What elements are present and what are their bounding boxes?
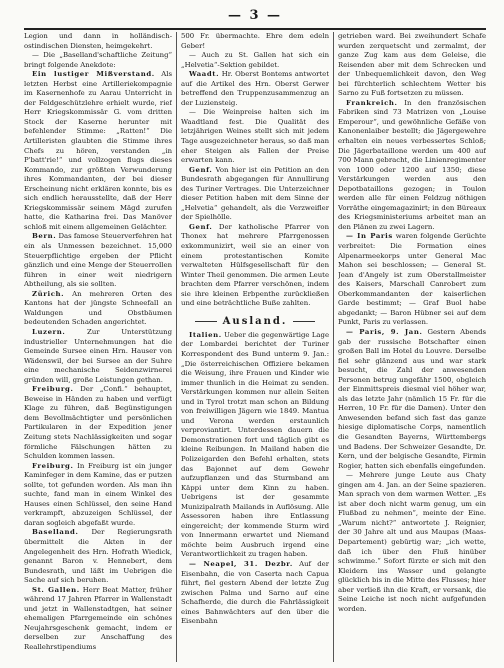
article-paragraph xyxy=(24,32,172,51)
article-dateline: Luzern. xyxy=(32,327,66,336)
column-rule xyxy=(176,32,177,662)
article-text: getrieben ward. Bei zweihundert Schafe wurden zerquetscht und zermalmt, der ganze Zug kam aus dem Geleise, die Reisenden aber mit dem Schrecken und der Unbequemlichkeit davon, den Weg bei fürchterlich schlechtem Wetter bis Sarno zu Fuß fortsetzen zu müssen. xyxy=(338,32,487,98)
column-1 xyxy=(24,32,172,662)
article-paragraph xyxy=(24,528,172,585)
article-dateline: Freiburg. xyxy=(32,461,74,470)
article-dateline: — Paris, 9. Jan. xyxy=(346,327,423,336)
article-text: Gestern Abends gab der russische Botschafter einen großen Ball im Hotel du Louvre. Derselbe fiel sehr glänzend aus und war stark besucht, die Zahl der anwesenden Personen betrug ungefähr 1500, obgleich der Einmittspreis diesmal viel höher war, als das letzte Jahr (nämlich 15 Fr. für die Herren, 10 Fr. für die Damen). Unter den Anwesenden befand sich fast das ganze hiesige diplomatische Corps, namentlich die Gesandten Bayerns, Württembergs und Badens. Der Schweizer Gesandte, Dr. Kern, und der belgische Gesandte, Firmin Rogier, hatten sich ebenfalls eingefunden. xyxy=(338,327,487,470)
article-text: — Mehrere junge Leute aus Chaty gingen am 4. Jan. an der Seine spazieren. Man sprach von dem warmen Wetter. „Es ist aber doch nicht warm genug, um ein Flußbad zu nehmen“, meinte der Eine. „Warum nicht?“ antwortete J. Reignier, der 30 Jahre alt und aus Maupas (Maas-Departement) gebürtig war; „ich wette, daß ich über den Fluß hinüber schwimme.“ Sofort fürzte er sich mit den Kleidern ins Wasser und gelangte glücklich bis in die Mitte des Flusses; hier aber verließ ihn die Kraft, er versank, die Seine Leiche ist noch nicht aufgefunden worden. xyxy=(338,471,487,613)
article-text: Hr. Oberst Bontems antwortet auf die Artikel des Hrn. Oberst Gerwer betreffend den Truppenzusammenzug an der Luziensteig. xyxy=(181,70,330,107)
article-paragraph xyxy=(338,471,486,614)
text-columns xyxy=(24,32,486,662)
article-text: — Die Weinpreise halten sich im Waadtland fest. Die Qualität des letzjährigen Weines stellt sich mit jedem Tage ausgezeichneter heraus, so daß man eher Steigen als Fallen der Preise erwarten kann. xyxy=(181,108,330,165)
article-text: In den französischen Fabriken sind 73 Matrizen von „Louise Emperour“, und gewöhnliche Gefäße von Kanonenlaiber bestellt; die Jägergewehre erhalten ein neues verbessertes Schloß; Die Jägerbataillone werden um 400 auf 700 Mann gebracht, die Linienregimenter von 1000 oder 1200 auf 1350; diese Verstärkungen werden aus den Depotbataillons gezogen; in Toulon werden alle für einen Feldzug nöthigen Vorräthe eingemagazinirt; in den Büreaux des Kriegsministeriums arbeitet man an den Plänen zu zwei Lagern. xyxy=(338,98,487,231)
article-paragraph xyxy=(181,51,329,70)
article-dateline: St. Gallen. xyxy=(32,585,80,594)
article-text: Von hier ist ein Petition an den Bundesrath abgegangen für Annullirung des Turiner Vertrages. Die Unterzeichner dieser Petition haben mit dem Sinne der „Helvetia“ gehandelt, als die Verzweifler der Spielhölle. xyxy=(181,165,330,222)
article-text: waren folgende Gerüchte verbreitet: Die Formation eines Alpenarmeekorps unter General Mac Mahon sei beschlossen; — General St. Jean d'Angely ist zum Oberstallmeister des Kaisers, Marschall Canrobert zum Oberkommandanten der kaiserlichen Garde bestimmt; — Graf Buol habe abgedankt; — Baron Hübner sei auf dem Punkt, Paris zu verlassen. xyxy=(338,232,487,327)
article-paragraph xyxy=(338,328,486,471)
column-3 xyxy=(338,32,486,662)
article-text: Auf der Eisenbahn, die von Caserta nach Capua führt, fiel gestern Abend der letzte Zug zwischen Palma und Sarno auf eine Schafherde, die durch die Fahrlässigkeit eines Bahnwächters auf den über die Eisenbahn xyxy=(181,559,330,626)
article-dateline: Frankreich. xyxy=(346,98,398,107)
article-dateline: Zürich. xyxy=(32,289,65,298)
article-paragraph xyxy=(24,232,172,289)
article-dateline: Freiburg. xyxy=(32,385,74,394)
article-text: Der „Confi.“ behauptet, Beweise in Händen zu haben und verfügt Klage zu führen, daß Begünstigungen dem Bevollmächtigter und persönlichen Partikularen in der Expedition jener Zeitung stets Nachlässigkeiten und sogar förmliche Fälschungen hätten zu Schulden kommen lassen. xyxy=(24,385,173,461)
article-paragraph xyxy=(24,328,172,385)
article-paragraph xyxy=(181,166,329,223)
article-paragraph xyxy=(181,331,329,560)
article-text: Legion und dann in holländisch-ostindischen Diensten, heimgekehrt. xyxy=(24,32,173,50)
article-text: — Die „Baselland'schaftliche Zeitung“ bringt folgende Anekdote: xyxy=(24,51,173,69)
article-text: Der katholische Pfarrer von Thonex hat mehrere Pfarrgenossen exkommunizirt, weil sie an einer von einem protestantischen Komite verwalteten Hülfsgesellschaft für den Winter Theil genommen. Die armen Leute brachten dem Pfarrer verschönen, indem sie ihre kleinen Erbpenthe zurückließen und eine beträchtliche Buße zahlten. xyxy=(181,222,330,308)
section-heading: Ausland. xyxy=(181,315,329,328)
article-text: Zur Unterstützung industrieller Unternehmungen hat die Gemeinde Sursee einen Hrn. Hauser von Wädenswil, der bei Sursee an der Suhre eine mechanische Seidenzwirnerei gründen will, große Leistungen gethan. xyxy=(24,327,173,384)
article-text: Der Regierungsrath übermittelt die Akten in der Angelegenheit des Hrn. Hofrath Wiedick, genannt Baron v. Hennebert, dem Bundesrath, und läßt im Uebrigen die Sache auf sich beruhen. xyxy=(24,528,173,585)
column-rule xyxy=(333,32,334,662)
article-paragraph xyxy=(181,223,329,309)
article-paragraph xyxy=(24,462,172,529)
article-text: 500 Fr. übermachte. Ehre dem edeln Geber! xyxy=(181,32,330,50)
article-dateline: Genf. xyxy=(189,165,213,174)
article-text: Als letzten Herbst eine Artilleriekompagnie im Kasernenhofe zu Aarau Unterricht in der Feldgeschützlehre erhielt wurde, rief Herr Kriegskommissär G. vom dritten Stock der Kaserne herunter mit befehlender Stimme: „Ratten!“ Die Artilleristen glaubten die Stimme ihres Chefs zu hören, verstanden „in P'batt'rie!“ und vollzogen flugs dieses Kommando, zur größten Verwunderung ihres Kommandanten, der bei dieser Erscheinung nicht erklären konnte, bis es sich endlich herausstellte, daß der Herr Kriegskommissär seinem Mägd zurufen hatte, die Katharina frei. Das Manöver schloß mit einem allgemeinen Gelächter. xyxy=(24,70,173,231)
article-text: — Auch zu St. Gallen hat sich ein „Helvetia“-Sektion gebildet. xyxy=(181,51,330,69)
article-text: Ueber die gegenwärtige Lage der Lombardei berichtet der Turiner Korrespondent des Bund unterm 9. Jan.: „Die österreichischen Offiziere bekamen die Weisung, ihre Frauen und Kinder wie immer thunlich in die Heimat zu senden. Verstärkungen kommen nur allein Seiten und in Tyrol trotzt man schon an Bildung von freiwilligen Jägern wie 1849. Mantua und Verona werden erstaunlich verproviantirt. Unterdessen dauern die Demonstrationen fort und täglich gibt es kleine Reibungen. In Mailand haben die Polizeigarden den Befehl erhalten, stets das Bajonnet auf dem Gewehr aufzupflanzen und das Sturmband am Käppi unter dem Kinn zu haben. Uebrigens ist der gesammte Munizipalrath Mailands in Auflösung. Alle Assessoren haben ihre Entlassung eingereicht; der kommende Sturm wird von Innermann erwartet und Niemand möchte beim Ausbruch irgend eine Verantwortlichkeit zu tragen haben. xyxy=(181,330,330,559)
article-paragraph xyxy=(24,70,172,232)
article-paragraph xyxy=(338,32,486,99)
article-text: Das famose Steuerverfehren hat ein als Unmessen bezeichnet. 15,000 Steuerpflichtige ergeben der Pflicht gänzlich und eine Menge der Steuerrollen führen in einer weit niedrigern Abtheilung, als sie sollten. xyxy=(24,232,173,289)
article-text: In Freiburg ist ein junger Kaminfeger in dem Kamine, das er putzen sollte, tot gefunden worden. Als man ihn suchte, fand man in einem Winkel des Hauses einen Schlüssel, den seine Hand verkrampft, abzuzeigen Schlüssel, der daran sogleich abgefaßt wurde. xyxy=(24,461,173,527)
article-dateline: Baselland. xyxy=(32,528,79,537)
article-paragraph xyxy=(181,32,329,51)
article-dateline: Genf. xyxy=(189,222,213,231)
article-dateline: Italien. xyxy=(189,330,222,339)
article-dateline: — In Paris xyxy=(346,232,393,241)
page-number: — 3 — xyxy=(227,8,283,23)
article-paragraph xyxy=(338,99,486,233)
article-dateline: — Neapel, 31. Dezbr. xyxy=(189,559,293,568)
article-paragraph xyxy=(181,108,329,165)
article-dateline: Waadt. xyxy=(189,70,220,79)
article-text: An mehreren Orten des Kantons hat der jüngste Schneefall an Waldungen und Obstbäumen bedeutenden Schaden angerichtet. xyxy=(24,289,173,327)
article-dateline: Ein lustiger Mißverstand. xyxy=(32,70,155,79)
article-paragraph xyxy=(181,70,329,108)
page-header xyxy=(24,6,486,30)
article-text: Herr Beat Matter, früher während 17 Jahren Pfarrer in Wallenstadt und jetzt in Wallenstadtgen, hat seiner ehemaligen Pfarrgemeinde ein schönes Neujahrsgeschenk gemacht, indem er derselben zur Anschaffung des Reallehrstipendiums xyxy=(24,585,173,651)
column-2 xyxy=(181,32,329,662)
article-paragraph xyxy=(181,560,329,627)
article-paragraph xyxy=(24,290,172,328)
article-paragraph xyxy=(24,385,172,461)
article-dateline: Bern. xyxy=(32,232,57,241)
article-paragraph xyxy=(24,586,172,653)
article-paragraph xyxy=(338,232,486,327)
article-paragraph xyxy=(24,51,172,70)
